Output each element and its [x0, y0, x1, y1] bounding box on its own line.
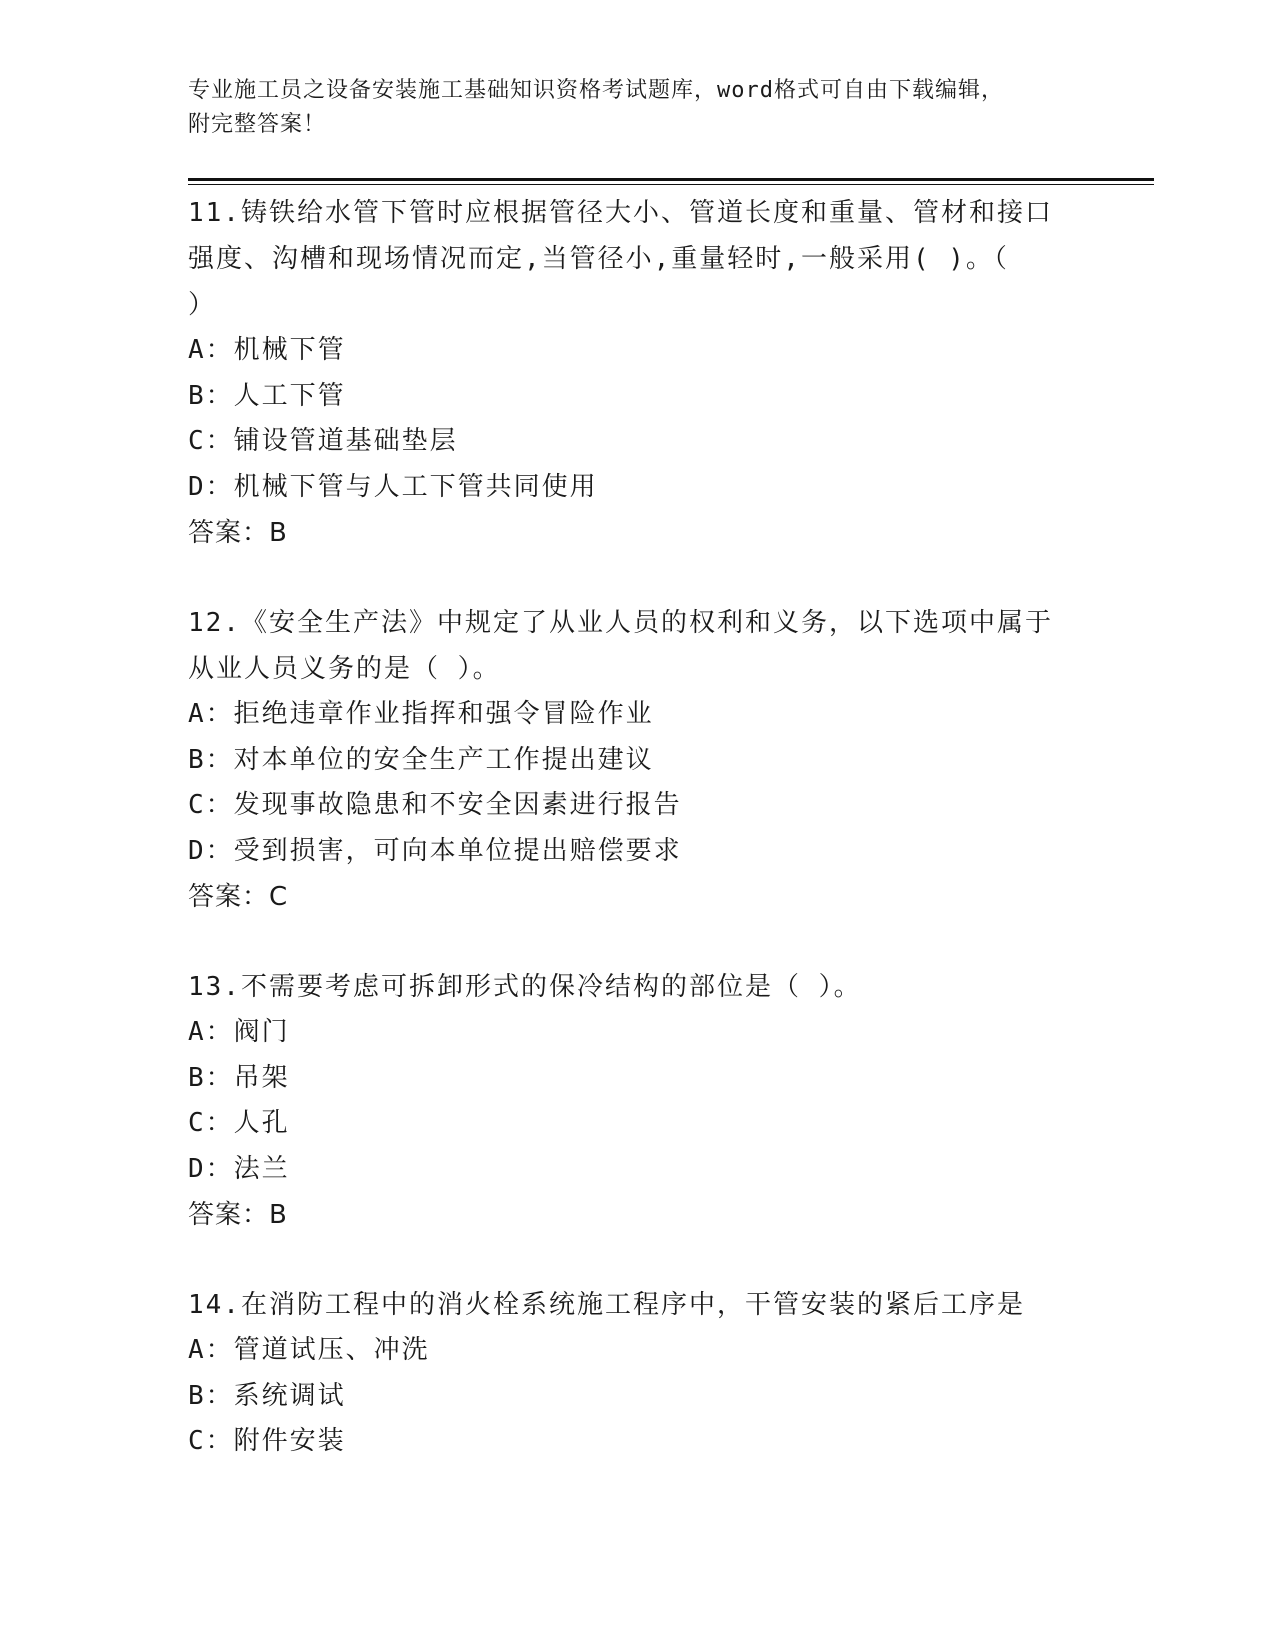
answer-line: 答案：B: [188, 518, 288, 548]
option-a: A：机械下管: [188, 335, 346, 365]
question-14: [188, 1282, 1088, 1465]
question-list: [188, 190, 1088, 1509]
question-12: [188, 600, 1088, 920]
question-11: [188, 190, 1088, 556]
answer-line: 答案：B: [188, 1200, 288, 1230]
option-a: A：阀门: [188, 1017, 290, 1047]
header-divider-thin: [188, 184, 1154, 185]
option-c: C：人孔: [188, 1108, 290, 1138]
question-13: [188, 964, 1088, 1238]
option-b: B：系统调试: [188, 1380, 346, 1411]
option-d: D：法兰: [188, 1153, 290, 1184]
header-divider-thick: [188, 178, 1154, 181]
option-a: A：管道试压、冲洗: [188, 1335, 430, 1365]
option-b: B：吊架: [188, 1062, 290, 1093]
option-d: D：机械下管与人工下管共同使用: [188, 471, 598, 502]
question-stem: 12.《安全生产法》中规定了从业人员的权利和义务，以下选项中属于 从业人员义务的是（ ）。: [188, 608, 1053, 684]
answer-line: 答案：C: [188, 882, 289, 912]
option-b: B：对本单位的安全生产工作提出建议: [188, 744, 654, 775]
option-b: B：人工下管: [188, 380, 346, 411]
header-line-2: 附完整答案！: [188, 112, 327, 137]
option-d: D：受到损害，可向本单位提出赔偿要求: [188, 835, 682, 866]
question-stem: 13.不需要考虑可拆卸形式的保冷结构的部位是（ ）。: [188, 972, 862, 1002]
question-stem: 11.铸铁给水管下管时应根据管径大小、管道长度和重量、管材和接口 强度、沟槽和现场情况而定,当管径小,重量轻时,一般采用( )。（ ）: [188, 198, 1053, 320]
header-line-1: 专业施工员之设备安装施工基础知识资格考试题库，word格式可自由下载编辑，: [188, 78, 1004, 103]
option-c: C：铺设管道基础垫层: [188, 426, 458, 456]
option-a: A：拒绝违章作业指挥和强令冒险作业: [188, 699, 654, 729]
document-header: [188, 74, 1088, 142]
question-stem: 14.在消防工程中的消火栓系统施工程序中，干管安装的紧后工序是: [188, 1290, 1025, 1320]
option-c: C：附件安装: [188, 1426, 346, 1456]
option-c: C：发现事故隐患和不安全因素进行报告: [188, 790, 682, 820]
